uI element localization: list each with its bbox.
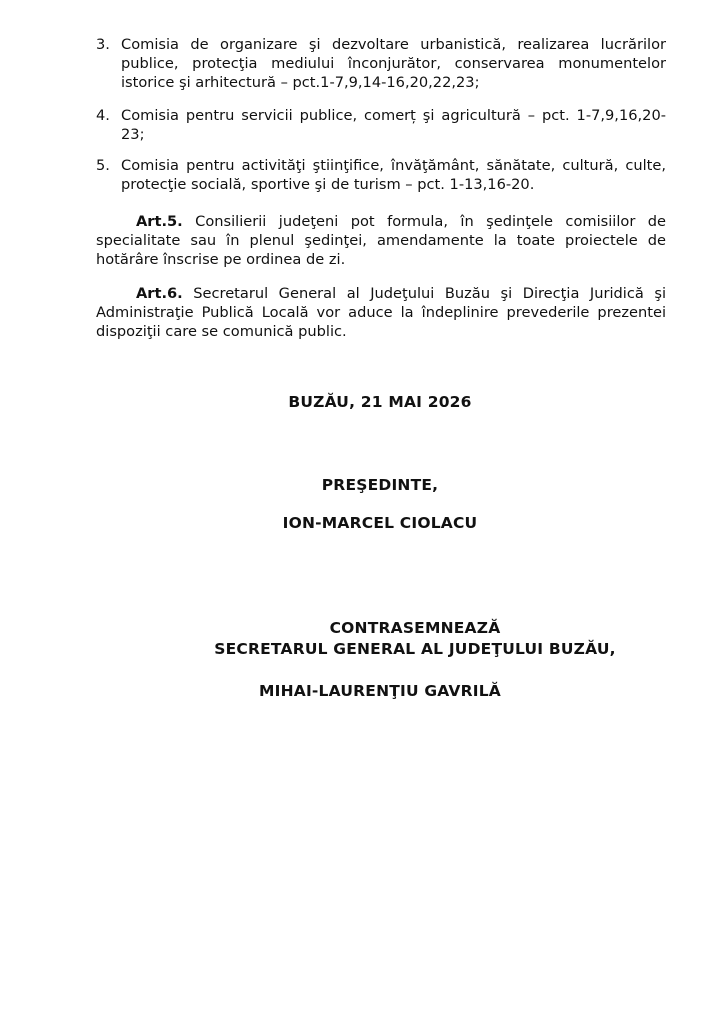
article-6 <box>96 284 666 341</box>
list-text: Comisia pentru servicii publice, comerț şi agricultură – pct. 1-7,9,16,20-23; <box>121 107 666 143</box>
article-5 <box>96 212 666 269</box>
countersign-label: CONTRASEMNEAZĂ <box>329 619 501 637</box>
list-item-3 <box>96 35 666 92</box>
article-text: Consilierii judeţeni pot formula, în şedinţele comisiilor de specialitate sau în plenul şedinţei, amendamente la toate proiectele de hotărâre înscrise pe ordinea de zi. <box>96 213 666 268</box>
list-number: 4. <box>96 107 110 124</box>
article-label: Art.5. <box>136 213 183 230</box>
president-name: ION-MARCEL CIOLACU <box>282 514 478 532</box>
list-number: 3. <box>96 36 110 53</box>
article-text: Secretarul General al Judeţului Buzău şi Direcţia Juridică şi Administraţie Publică Locală vor aduce la îndeplinire prevederile prezentei dispoziţii care se comunică public. <box>96 285 666 340</box>
countersign-block <box>130 618 700 660</box>
countersign-role: SECRETARUL GENERAL AL JUDEŢULUI BUZĂU, <box>214 640 616 658</box>
list-item-4 <box>96 106 666 144</box>
list-item-5 <box>96 156 666 194</box>
list-text: Comisia pentru activităţi ştiinţifice, învăţământ, sănătate, cultură, culte, protecţie socială, sportive şi de turism – pct. 1-13,16-20. <box>121 157 666 193</box>
countersign-name: MIHAI-LAURENŢIU GAVRILĂ <box>259 682 501 700</box>
list-number: 5. <box>96 157 110 174</box>
president-title: PREŞEDINTE, <box>321 476 439 494</box>
list-text: Comisia de organizare şi dezvoltare urbanistică, realizarea lucrărilor publice, protecţia mediului înconjurător, conservarea monumentelor istorice şi arhitectură – pct.1-7,9,14-16,20,22,23; <box>121 36 666 91</box>
place-date: BUZĂU, 21 MAI 2026 <box>288 393 472 411</box>
article-label: Art.6. <box>136 285 183 302</box>
